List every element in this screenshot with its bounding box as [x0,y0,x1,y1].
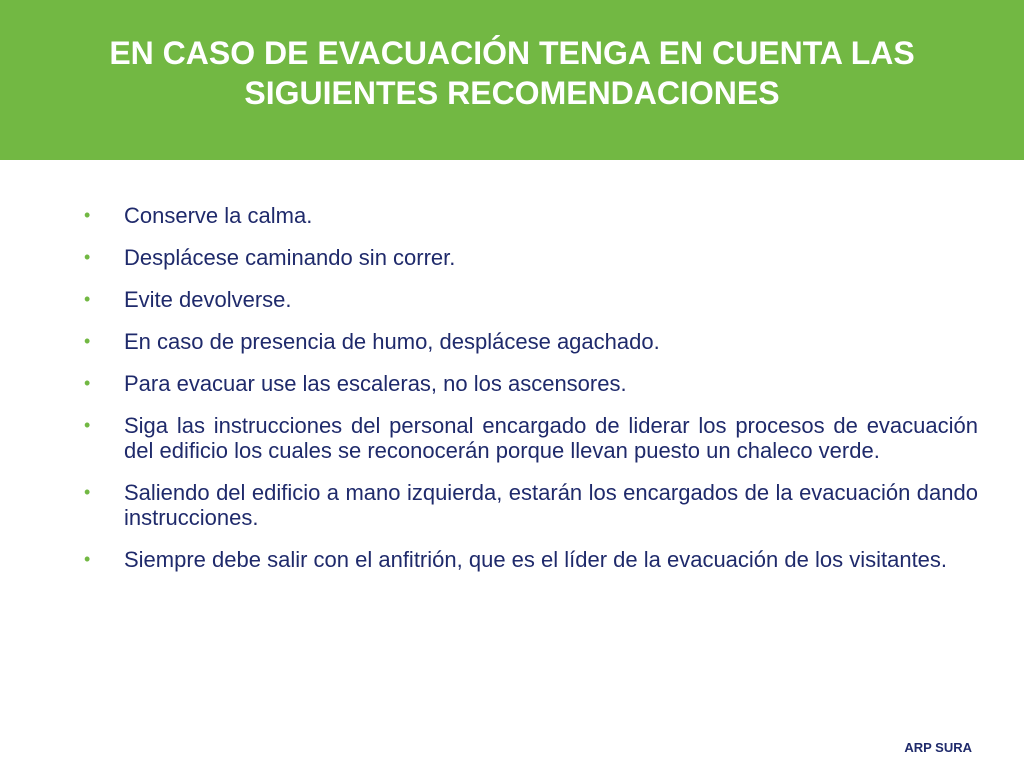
slide-header [0,0,1024,160]
list-item-text: En caso de presencia de humo, desplácese agachado. [124,329,660,354]
recommendations-list [84,203,978,589]
list-item-text: Saliendo del edificio a mano izquierda, estarán los encargados de la evacuación dando instrucciones. [124,480,978,530]
bullet-icon: • [84,331,91,351]
bullet-icon: • [84,373,91,393]
title-line-2: SIGUIENTES RECOMENDACIONES [244,75,780,111]
list-item [84,329,978,354]
slide-title [40,33,984,113]
list-item [84,480,978,530]
list-item-text: Siempre debe salir con el anfitrión, que es el líder de la evacuación de los visitantes. [124,547,948,572]
list-item-text: Desplácese caminando sin correr. [124,245,456,270]
bullet-icon: • [84,289,91,309]
list-item [84,245,978,270]
list-item-text: Evite devolverse. [124,287,292,312]
title-line-1: EN CASO DE EVACUACIÓN TENGA EN CUENTA LAS [109,35,915,71]
list-item [84,287,978,312]
list-item [84,547,978,572]
bullet-icon: • [84,247,91,267]
footer-brand: ARP SURA [904,740,972,755]
list-item [84,413,978,463]
list-item-text: Siga las instrucciones del personal encargado de liderar los procesos de evacuación del edificio los cuales se reconocerán porque llevan puesto un chaleco verde. [124,413,978,463]
list-item [84,371,978,396]
list-item [84,203,978,228]
bullet-icon: • [84,415,91,435]
list-item-text: Conserve la calma. [124,203,313,228]
bullet-icon: • [84,549,91,569]
list-item-text: Para evacuar use las escaleras, no los ascensores. [124,371,627,396]
bullet-icon: • [84,482,91,502]
bullet-icon: • [84,205,91,225]
